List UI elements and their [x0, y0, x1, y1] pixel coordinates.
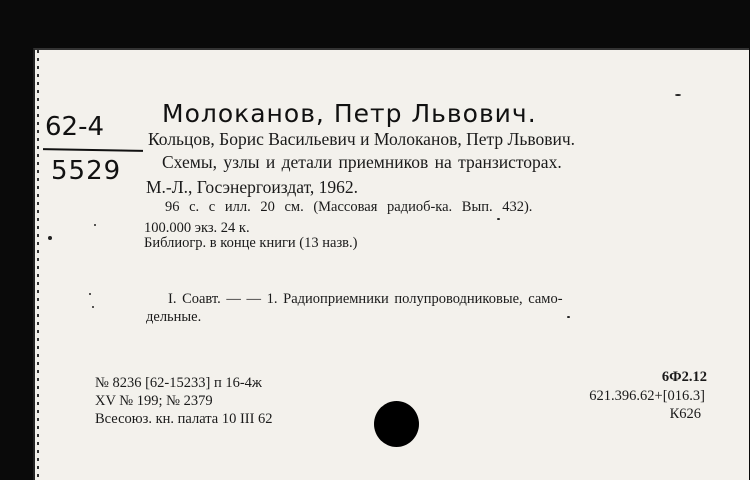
ink-speck: [92, 306, 94, 308]
card-punch-hole: [374, 401, 419, 447]
classification-line-1: 6Ф2.12: [661, 369, 707, 385]
catalog-card: [33, 48, 749, 480]
tracing-line-1: I. Соавт. — — 1. Радиоприемники полупроводниковые, само-: [168, 291, 563, 307]
perforated-edge: [37, 50, 39, 480]
collation-line-2: 100.000 экз. 24 к.: [144, 220, 250, 236]
bibliography-note: Библиогр. в конце книги (13 назв.): [144, 235, 358, 251]
ink-speck: [567, 316, 570, 318]
author-line: Кольцов, Борис Васильевич и Молоканов, Петр Львович.: [148, 129, 576, 149]
registration-line-2: XV № 199; № 2379: [95, 393, 213, 409]
ink-speck: [675, 94, 681, 96]
ink-speck: [48, 236, 52, 240]
registration-line-1: № 8236 [62-15233] п 16-4ж: [95, 375, 262, 391]
shelfmark-underline: [43, 148, 143, 152]
collation-line-1: 96 с. с илл. 20 см. (Массовая радиоб-ка. Вып. 432).: [165, 199, 533, 215]
title-line-2: М.-Л., Госэнергоиздат, 1962.: [146, 177, 359, 197]
ink-speck: [89, 293, 91, 295]
ink-speck: [497, 218, 500, 220]
handwritten-number: 5529: [51, 156, 122, 186]
classification-line-2: 621.396.62+[016.3]: [589, 388, 705, 404]
handwritten-heading: Молоканов, Петр Львович.: [162, 99, 537, 128]
registration-line-3: Всесоюз. кн. палата 10 III 62: [95, 411, 273, 427]
ink-speck: [94, 224, 96, 226]
title-line-1: Схемы, узлы и детали приемников на транзисторах.: [162, 152, 562, 172]
tracing-line-2: дельные.: [146, 309, 202, 325]
handwritten-shelfmark: 62-4: [45, 112, 105, 142]
classification-line-3: К626: [669, 406, 701, 422]
